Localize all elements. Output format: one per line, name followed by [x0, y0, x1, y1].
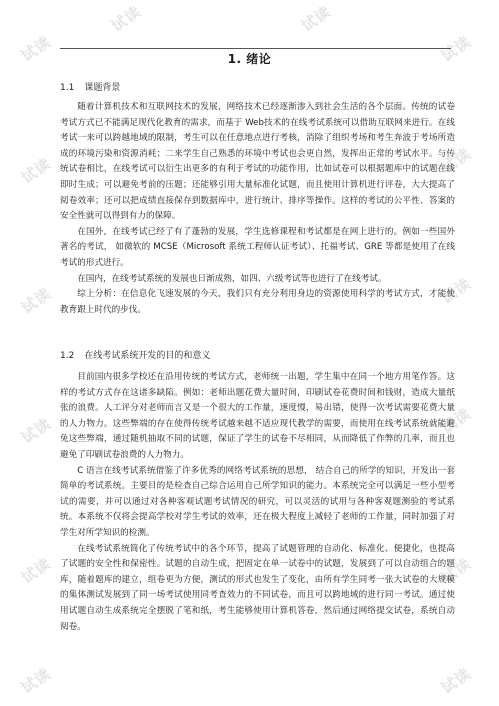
section-number: 1.1 — [60, 83, 75, 93]
paragraph: 在国外，在线考试已经了有了蓬勃的发展，学生选修课程和考试都是在网上进行的。例如一些国外著名的考试， 如微软的 MCSE（Microsoft 系统工程师认证考试）、托福考试、GRE 等都是使用了在线考试的形式进行。 — [60, 226, 455, 268]
section-title: 课题背景 — [84, 83, 121, 93]
section-body — [60, 370, 455, 635]
section-heading — [60, 80, 120, 93]
paragraph: 在国内，在线考试系统的发展也日渐成熟，如四、六级考试等也进行了在线考试。 — [77, 273, 387, 284]
paragraph: 目前国内很多学校还在沿用传统的考试方式，老师统一出题，学生集中在同一个地方用笔作答。这样的考试方式存在这诸多缺陷。例如：老师出题花费大量时间，印刷试卷花费时间和钱财，造成大量纸张的浪费。人工评分对老师而言又是一个很大的工作量，速度慢，易出错，使得一次考试需要花费大量的人力物力。这些弊端的存在使得传统考试越来越不适应现代教学的需要，而使用在线考试系统就能避免这些弊端，通过随机抽取不同的试题，保证了学生的试卷不尽相同，从而降低了作弊的几率，而且也避免了印刷试卷浪费的人力物力。 — [60, 372, 455, 460]
header-rule — [60, 48, 451, 49]
watermark: 试读 — [438, 554, 475, 588]
watermark: 试读 — [18, 414, 55, 448]
watermark: 试读 — [18, 32, 55, 66]
section-heading — [60, 348, 210, 361]
section-title: 在线考试系统开发的目的和意义 — [84, 351, 211, 361]
watermark: 试读 — [438, 664, 475, 698]
section-body — [60, 100, 455, 318]
chapter-title: 1. 绪论 — [227, 52, 272, 66]
watermark: 试读 — [18, 664, 55, 698]
watermark: 试读 — [18, 284, 55, 318]
section-number: 1.2 — [60, 351, 75, 361]
paragraph: 在线考试系统简化了传统考试中的各个环节，提高了试题管理的自动化、标准化、便捷化，也提高了试题的安全性和保密性。试题的自动生成，把固定在单一试卷中的试题，发展到了可以自动组合的题库，随着题库的建立，组卷更为方便，测试的形式也发生了变化，由所有学生同考一张大试卷的大规模的集体测试发展到了同一场考试使用同考查效力的不同试卷，而且可以跨地域的进行同一考试。通过使用试题自动生成系统完全摆脱了笔和纸，考生能够使用计算机答卷，然后通过网络提交试卷，系统自动阅卷。 — [60, 543, 455, 632]
watermark: 试读 — [438, 32, 475, 66]
watermark: 试读 — [18, 554, 55, 588]
paragraph: 随着计算机技术和互联网技术的发展，网络技术已经逐渐渗入到社会生活的各个层面。传统的试卷考试方式已不能满足现代化教育的需求，而基于 Web技术的在线考试系统可以借助互联网来进行。在线考试一来可以跨越地域的限制，考生可以在任意地点进行考核，消除了组织考场和考生奔波于考场所造成的环境污染和资源消耗；二来学生自己熟悉的环境中考试也会更自然，发挥出正常的考试水平。与传统试卷相比，在线考试可以衍生出更多的有利于考试的功能作用，比如试卷可以根据题库中的试题在线即时生成；可以避免考前的压题；还能够引用大量标准化试题，而且使用计算机进行评卷，大大提高了阅卷效率；还可以把成绩直接保存到数据库中，进行统计、排序等操作。这样的考试的公平性、答案的安全性就可以得到有力的保障。 — [60, 102, 455, 222]
paragraph: 综上分析：在信息化飞速发展的今天，我们只有充分利用身边的资源使用科学的考试方式，才能使教育跟上时代的步伐。 — [60, 289, 455, 315]
watermark: 试读 — [298, 2, 335, 36]
paragraph: C 语言在线考试系统借鉴了许多优秀的网络考试系统的思想， 结合自己的所学的知识，开发出一套简单的考试系统。主要目的是检查自己综合运用自己所学知识的能力。本系统完全可以满足一些小型考试的需要，并可以通过对各种客观试题考试情况的研究，可以灵活的试用与各种客观题测验的考试系统。本系统不仅将会提高学校对学生考试的效率，还在极大程度上减轻了老师的工作量，同时加强了对学生对所学知识的检测。 — [60, 465, 455, 538]
watermark: 试读 — [438, 404, 475, 438]
watermark: 试读 — [18, 154, 55, 188]
watermark: 试读 — [108, 2, 145, 36]
watermark: 试读 — [438, 274, 475, 308]
watermark: 试读 — [438, 144, 475, 178]
